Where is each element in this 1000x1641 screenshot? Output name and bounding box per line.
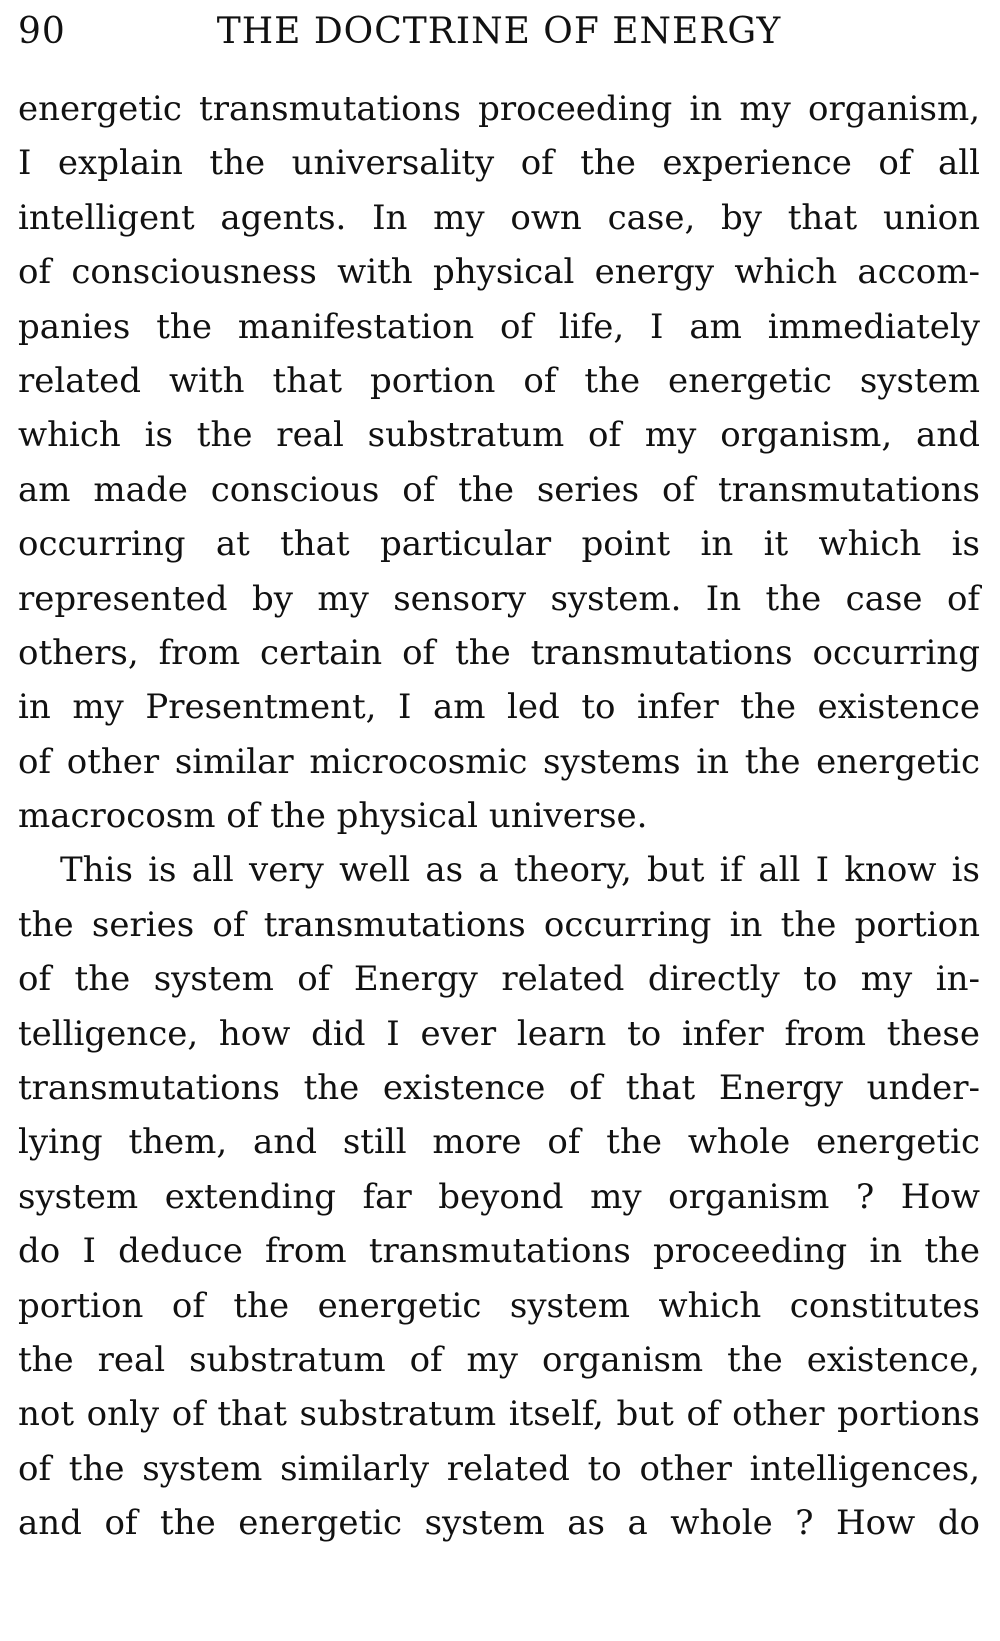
text-line: of consciousness with physical energy which accom- <box>18 252 980 293</box>
body-text <box>18 82 980 1551</box>
paragraph <box>18 843 980 1550</box>
text-line: macrocosm of the physical universe. <box>18 796 648 837</box>
text-line: portion of the energetic system which constitutes <box>18 1285 980 1326</box>
text-line: related with that portion of the energetic system <box>18 360 980 401</box>
text-line: of the system of Energy related directly to my in- <box>18 959 980 1000</box>
text-line: telligence, how did I ever learn to infer from these <box>18 1013 980 1054</box>
text-line: This is all very well as a theory, but if all I know is <box>60 850 980 891</box>
text-line: I explain the universality of the experience of all <box>18 143 980 184</box>
text-line: am made conscious of the series of transmutations <box>18 469 980 510</box>
text-line: energetic transmutations proceeding in my organism, <box>18 89 980 129</box>
paragraph <box>18 82 980 843</box>
text-line: in my Presentment, I am led to infer the existence <box>18 687 980 728</box>
text-line: of other similar microcosmic systems in the energetic <box>18 741 980 782</box>
text-line: lying them, and still more of the whole energetic <box>18 1122 980 1163</box>
text-line: represented by my sensory system. In the case of <box>18 578 980 619</box>
page-header <box>18 6 980 58</box>
page-number: 90 <box>18 11 66 52</box>
text-line: occurring at that particular point in it which is <box>18 524 980 565</box>
text-line: of the system similarly related to other intelligences, <box>18 1448 980 1489</box>
text-line: and of the energetic system as a whole ? How do <box>18 1503 980 1544</box>
text-line: the series of transmutations occurring in the portion <box>18 904 980 945</box>
text-line: system extending far beyond my organism ? How <box>18 1176 980 1217</box>
text-line: the real substratum of my organism the existence, <box>18 1339 980 1380</box>
text-line: others, from certain of the transmutations occurring <box>18 632 980 673</box>
text-line: transmutations the existence of that Energy under- <box>18 1068 980 1109</box>
text-line: do I deduce from transmutations proceeding in the <box>18 1231 980 1272</box>
text-line: intelligent agents. In my own case, by that union <box>18 197 980 238</box>
running-title: THE DOCTRINE OF ENERGY <box>216 11 782 52</box>
text-line: which is the real substratum of my organism, and <box>18 415 980 456</box>
text-line: not only of that substratum itself, but of other portions <box>18 1394 980 1435</box>
text-line: panies the manifestation of life, I am immediately <box>18 306 980 347</box>
